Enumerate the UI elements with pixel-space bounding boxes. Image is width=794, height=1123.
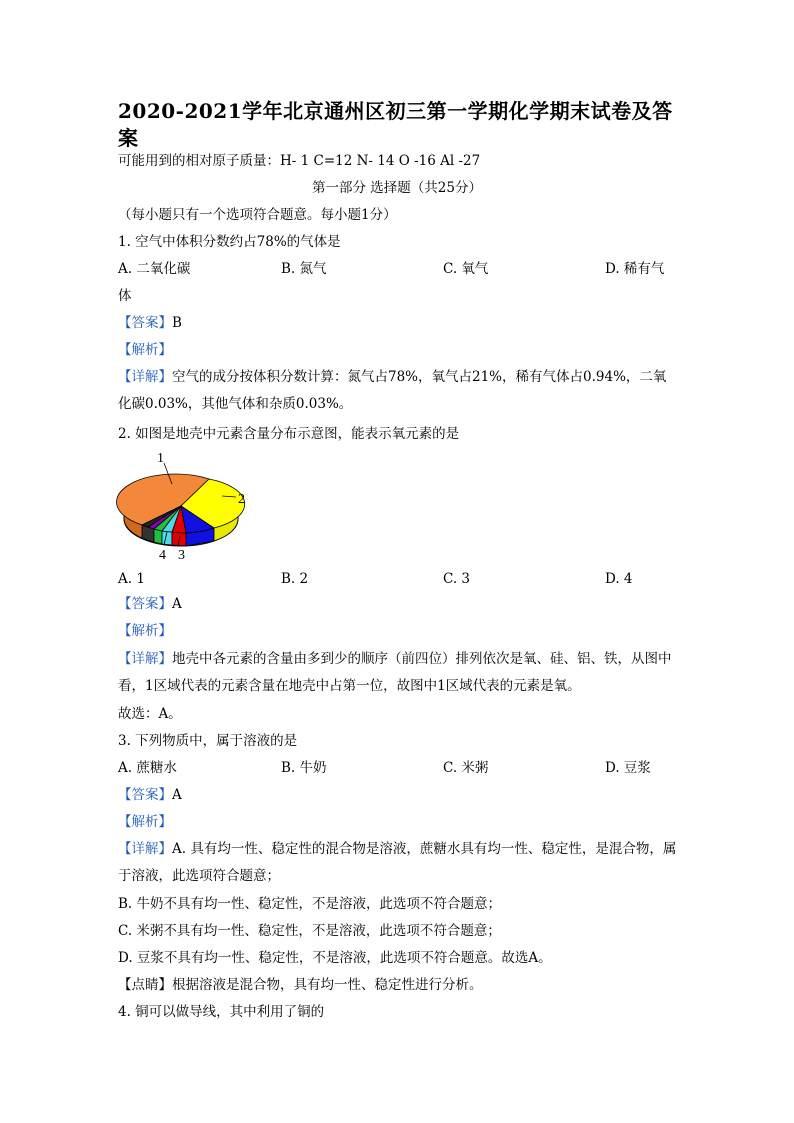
q3-stem: 3. 下列物质中，属于溶液的是 [118,733,298,749]
q3-option-a: A. 蔗糖水 [118,760,177,776]
atomic-masses: 可能用到的相对原子质量：H- 1 C=12 N- 14 O -16 Al -27 [118,153,481,169]
q1-stem: 1. 空气中体积分数约占78%的气体是 [118,234,341,250]
q2-analysis [118,622,172,640]
q2-option-b: B. 2 [281,571,309,587]
q1-option-c: C. 氧气 [443,261,489,277]
crust-element-pie-chart [114,446,254,566]
q1-option-d: D. 稀有气 [605,261,665,277]
q2-conclusion: 故选：A。 [118,706,182,722]
answer-tag: 【答案】 [118,315,172,331]
q1-detail [118,364,678,418]
q2-stem: 2. 如图是地壳中元素含量分布示意图，能表示氧元素的是 [118,426,460,442]
q3-answer-value: A [172,787,182,803]
q1-analysis [118,341,172,359]
pie-label-1: 1 [157,451,164,466]
analysis-tag: 【解析】 [118,814,172,830]
answer-tag: 【答案】 [118,787,172,803]
detail-tag: 【详解】 [118,651,172,667]
q3-detail [118,836,678,890]
pie-side-slice-green [154,529,162,544]
q4-stem: 4. 铜可以做导线，其中利用了铜的 [118,1004,325,1020]
q1-option-b: B. 氮气 [281,261,327,277]
detail-tag: 【详解】 [118,841,172,857]
q2-option-c: C. 3 [443,571,471,587]
q3-comment [118,976,483,994]
q3-line-c: C. 米粥不具有均一性、稳定性，不是溶液，此选项不符合题意； [118,923,501,939]
q1-answer [118,314,182,332]
q3-line-b: B. 牛奶不具有均一性、稳定性，不是溶液，此选项不符合题意； [118,896,502,912]
q3-analysis [118,813,172,831]
q3-answer [118,786,182,804]
pie-label-4: 4 [159,548,166,563]
q3-option-c: C. 米粥 [443,760,489,776]
q2-answer [118,595,182,613]
q3-option-b: B. 牛奶 [281,760,327,776]
analysis-tag: 【解析】 [118,342,172,358]
comment-tag: 【点睛】 [118,977,172,993]
q1-answer-value: B [172,315,182,331]
analysis-tag: 【解析】 [118,623,172,639]
q2-option-d: D. 4 [605,571,633,587]
page-title: 2020-2021学年北京通州区初三第一学期化学期末试卷及答案 [118,99,673,150]
answer-tag: 【答案】 [118,596,172,612]
q1-option-d-wrap: 体 [118,288,132,304]
q2-option-a: A. 1 [118,571,145,587]
q1-option-a: A. 二氧化碳 [118,261,191,277]
q3-option-d: D. 豆浆 [605,760,651,776]
pie-label-2: 2 [238,492,245,507]
q1-detail-text: 空气的成分按体积分数计算：氮气占78%，氧气占21%，稀有气体占0.94%，二氧化碳0.03%，其他气体和杂质0.03%。 [118,369,667,412]
q2-detail-text: 地壳中各元素的含量由多到少的顺序（前四位）排列依次是氧、硅、铝、铁，从图中看，1区域代表的元素含量在地壳中占第一位，故图中1区域代表的元素是氧。 [118,651,672,694]
section-note: （每小题只有一个选项符合题意。每小题1分） [118,207,397,223]
detail-tag: 【详解】 [118,369,172,385]
q3-line-d: D. 豆浆不具有均一性、稳定性，不是溶液，此选项不符合题意。故选A。 [118,950,552,966]
q2-detail [118,646,678,700]
q3-detail-text: A. 具有均一性、稳定性的混合物是溶液，蔗糖水具有均一性、稳定性，是混合物，属于溶液，此选项符合题意； [118,841,677,884]
q3-comment-text: 根据溶液是混合物，具有均一性、稳定性进行分析。 [172,977,483,993]
pie-label-3: 3 [178,548,185,563]
section-heading: 第一部分 选择题（共25分） [312,180,482,196]
q2-answer-value: A [172,596,182,612]
